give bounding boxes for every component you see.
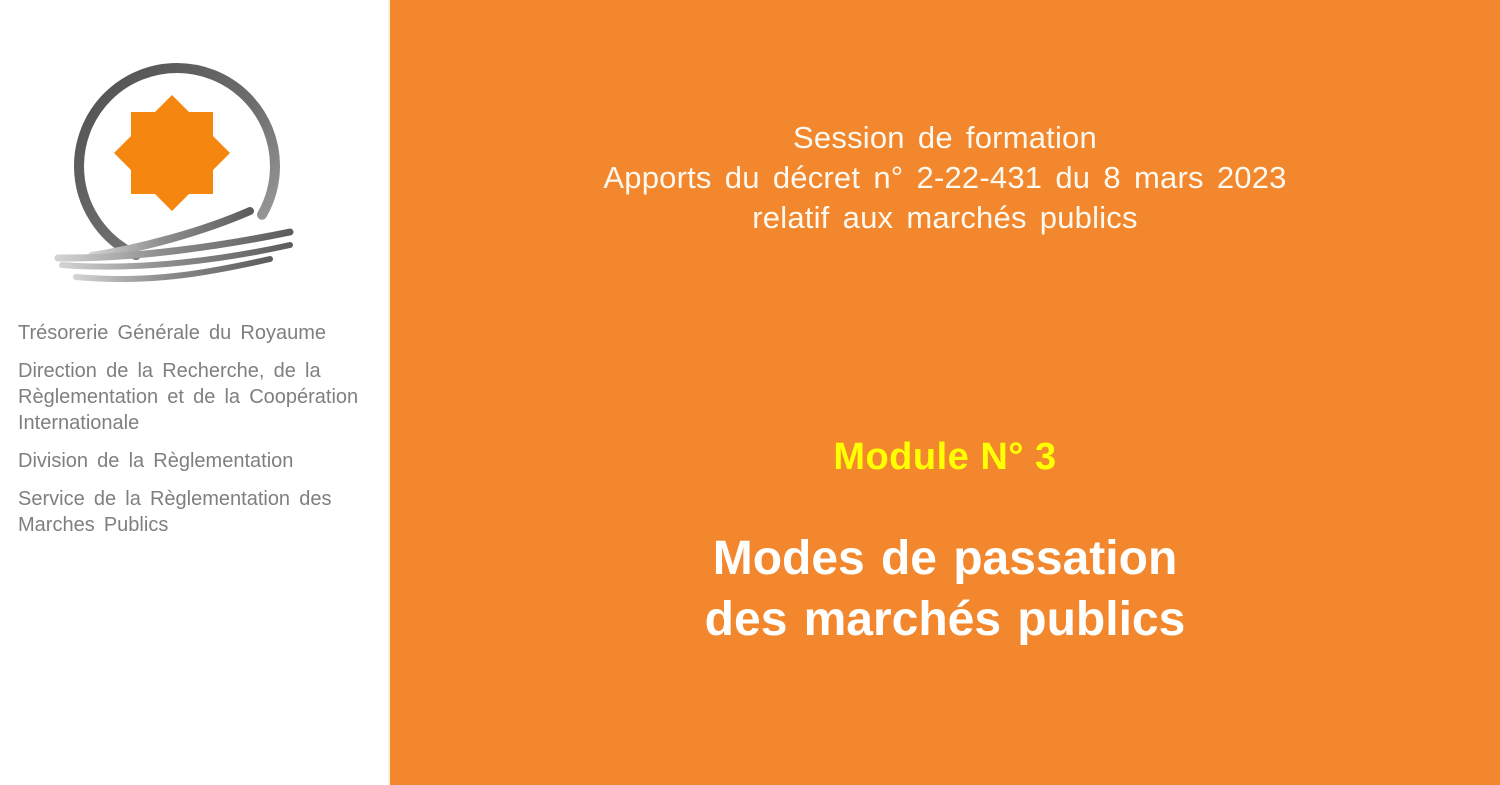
org-paragraph-tresorerie — [18, 320, 372, 346]
org-line: Internationale — [18, 412, 140, 434]
star-icon — [114, 95, 230, 211]
session-header-line-2: Apports du décret n° 2-22-431 du 8 mars 2023 — [603, 160, 1287, 195]
slide-title-line-2: des marchés publics — [704, 593, 1186, 646]
org-line: Division de la Règlementation — [18, 450, 294, 472]
slide-title — [390, 528, 1500, 650]
sidebar — [0, 0, 388, 785]
org-paragraph-service — [18, 486, 372, 538]
org-paragraph-direction — [18, 358, 372, 436]
org-block — [18, 320, 372, 550]
session-header — [390, 118, 1500, 238]
org-line: Service de la Règlementation des — [18, 488, 332, 510]
org-line: Trésorerie Générale du Royaume — [18, 322, 326, 344]
org-line: Marches Publics — [18, 514, 169, 536]
session-header-line-1: Session de formation — [793, 120, 1097, 155]
orange-panel — [388, 0, 1500, 785]
org-line: Direction de la Recherche, de la — [18, 360, 321, 382]
slide-title-line-1: Modes de passation — [712, 532, 1178, 585]
org-line: Règlementation et de la Coopération — [18, 386, 359, 408]
session-header-line-3: relatif aux marchés publics — [752, 200, 1138, 235]
module-number-label: Module N° 3 — [833, 436, 1057, 478]
tgr-logo-icon — [52, 60, 297, 288]
org-paragraph-division — [18, 448, 372, 474]
